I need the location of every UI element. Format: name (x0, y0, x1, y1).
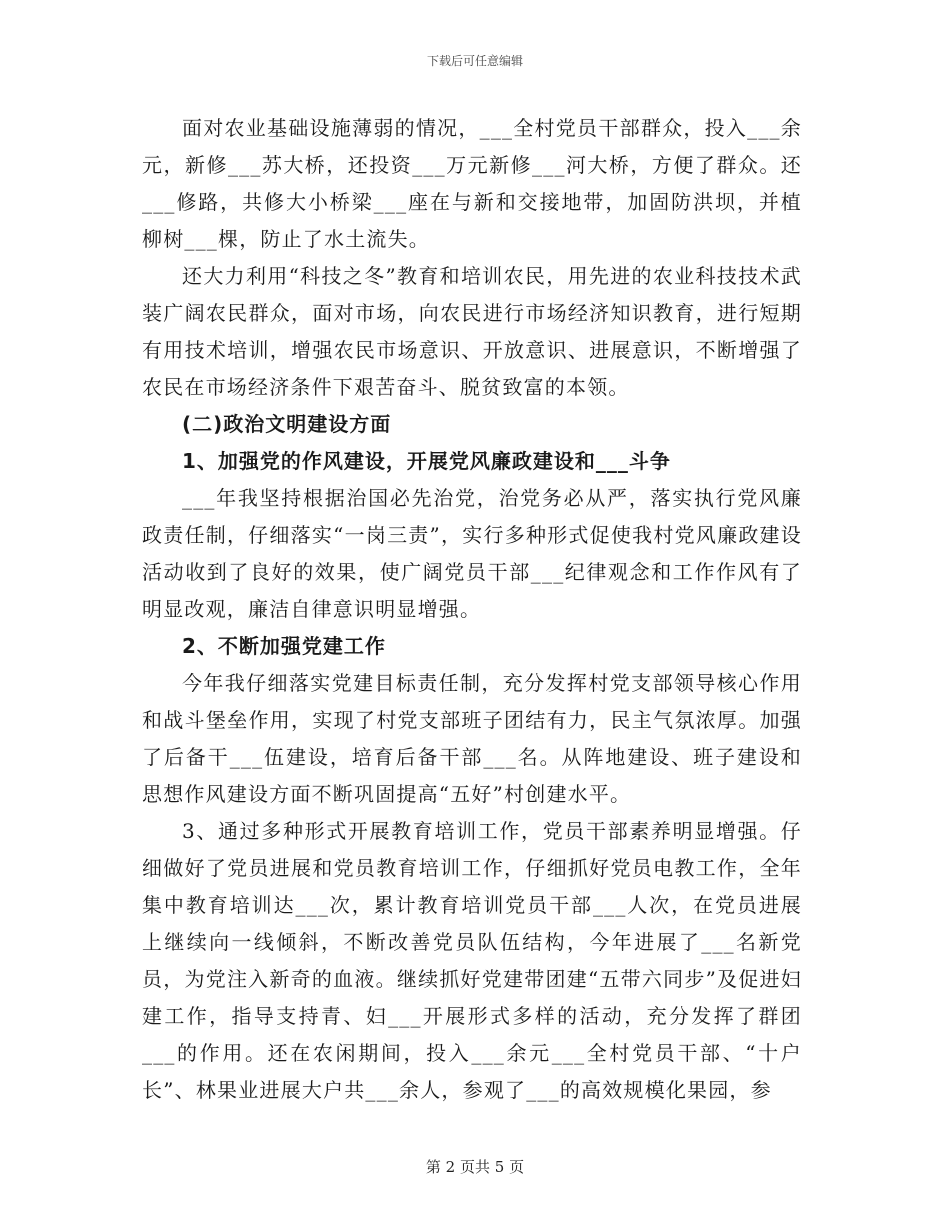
paragraph-education-training: 3、通过多种形式开展教育培训工作，党员干部素养明显增强。仔细做好了党员进展和党员教育培训工作，仔细抓好党员电教工作，全年集中教育培训达___次，累计教育培训党员干部___人次，在党员进展上继续向一线倾斜，不断改善党员队伍结构，今年进展了___名新党员，为党注入新奇的血液。继续抓好党建带团建“五带六同步”及促进妇建工作，指导支持青、妇___开展形式多样的活动，充分发挥了群团___的作用。还在农闲期间，投入___余元___全村党员干部、“十户长”、林果业进展大户共___余人，参观了___的高效规模化果园，参 (142, 819, 802, 1102)
paragraph-party-discipline: ___年我坚持根据治国必先治党，治党务必从严，落实执行党风廉政责任制，仔细落实“一岗三责”，实行多种形式促使我村党风廉政建设活动收到了良好的效果，使广阔党员干部___纪律观念和工作作风有了明显改观，廉洁自律意识明显增强。 (142, 486, 802, 621)
paragraph-tech-training: 还大力利用“科技之冬”教育和培训农民，用先进的农业科技技术武装广阔农民群众，面对市场，向农民进行市场经济知识教育，进行短期有用技术培训，增强农民市场意识、开放意识、进展意识，不断增强了农民在市场经济条件下艰苦奋斗、脱贫致富的本领。 (142, 264, 802, 399)
paragraph-infrastructure: 面对农业基础设施薄弱的情况，___全村党员干部群众，投入___余元，新修___苏大桥，还投资___万元新修___河大桥，方便了群众。还___修路，共修大小桥梁___座在与新和交接地带，加固防洪坝，并植柳树___棵，防止了水土流失。 (142, 116, 802, 251)
document-body (142, 110, 802, 1109)
page-header: 下载后可任意编辑 (426, 54, 523, 68)
subheading-party-building: 2、不断加强党建工作 (182, 634, 386, 658)
paragraph-party-building: 今年我仔细落实党建目标责任制，充分发挥村党支部领导核心作用和战斗堡垒作用，实现了村党支部班子团结有力，民主气氛浓厚。加强了后备干___伍建设，培育后备干部___名。从阵地建设、班子建设和思想作风建设方面不断巩固提高“五好”村创建水平。 (142, 671, 802, 806)
subheading-party-style: 1、加强党的作风建设，开展党风廉政建设和___斗争 (182, 449, 671, 473)
page-number: 第 2 页共 5 页 (425, 1158, 525, 1176)
section-heading-political: (二)政治文明建设方面 (182, 412, 392, 436)
